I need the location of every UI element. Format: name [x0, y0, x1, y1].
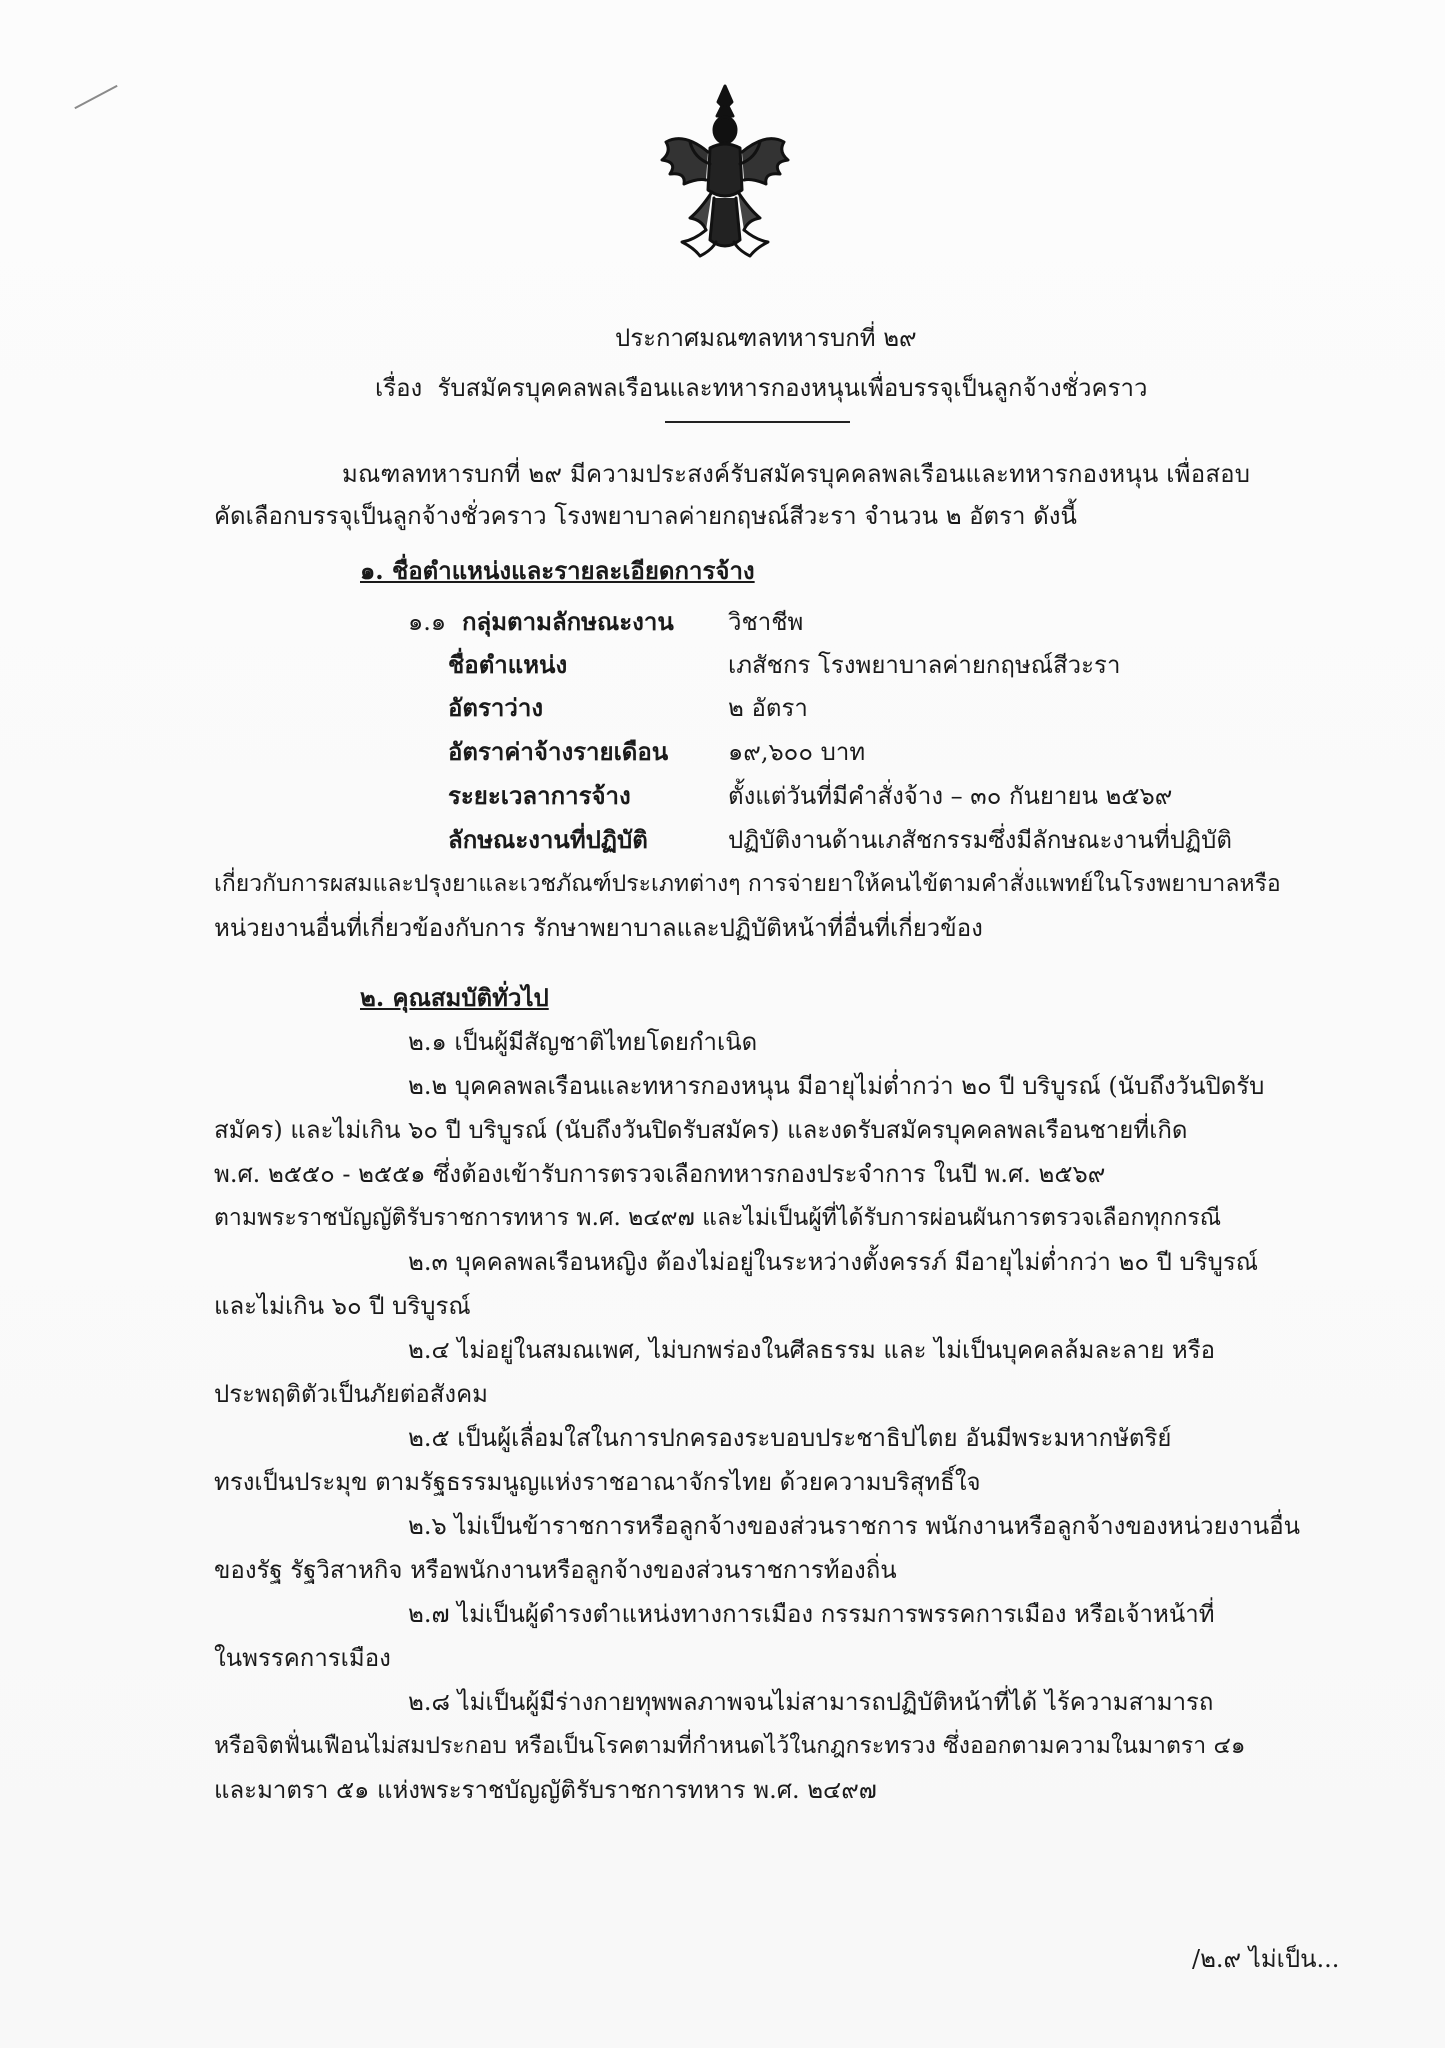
section-1-heading: ๑. ชื่อตำแหน่งและรายละเอียดการจ้าง [360, 556, 755, 585]
row-label-period: ระยะเวลาการจ้าง [448, 781, 631, 810]
section-1-1-number: ๑.๑ [408, 608, 447, 636]
section-2-heading: ๒. คุณสมบัติทั่วไป [360, 983, 549, 1012]
intro-line-2: คัดเลือกบรรจุเป็นลูกจ้างชั่วคราว โรงพยาบาลค่ายกฤษณ์สีวะรา จำนวน ๒ อัตรา ดังนี้ [214, 502, 1077, 530]
qual-line: ๒.๕ เป็นผู้เลื่อมใสในการปกครองระบอบประชาธิปไตย อันมีพระมหากษัตริย์ [408, 1424, 1172, 1452]
qual-line: สมัคร) และไม่เกิน ๖๐ ปี บริบูรณ์ (นับถึงวันปิดรับสมัคร) และงดรับสมัครบุคคลพลเรือนชายที่เกิด [214, 1116, 1188, 1144]
row-value-position: เภสัชกร โรงพยาบาลค่ายกฤษณ์สีวะรา [728, 651, 1121, 679]
qual-line: ตามพระราชบัญญัติรับราชการทหาร พ.ศ. ๒๔๙๗ และไม่เป็นผู้ที่ได้รับการผ่อนผันการตรวจเลือกทุกกรณี [214, 1205, 1222, 1231]
subject-text: รับสมัครบุคคลพลเรือนและทหารกองหนุนเพื่อบรรจุเป็นลูกจ้างชั่วคราว [437, 374, 1148, 402]
subject-line [375, 372, 1147, 404]
row-label-group: กลุ่มตามลักษณะงาน [462, 607, 674, 636]
qual-line: และไม่เกิน ๖๐ ปี บริบูรณ์ [214, 1292, 471, 1320]
qual-line: ของรัฐ รัฐวิสาหกิจ หรือพนักงานหรือลูกจ้างของส่วนราชการท้องถิ่น [214, 1556, 897, 1584]
announcement-title: ประกาศมณฑลทหารบกที่ ๒๙ [615, 324, 917, 352]
qual-line: ในพรรคการเมือง [214, 1644, 391, 1672]
duty-line-2: เกี่ยวกับการผสมและปรุงยาและเวชภัณฑ์ประเภทต่างๆ การจ่ายยาให้คนไข้ตามคำสั่งแพทย์ในโรงพยาบาลหรือ [214, 871, 1281, 897]
qual-line: ๒.๑ เป็นผู้มีสัญชาติไทยโดยกำเนิด [408, 1028, 758, 1056]
row-value-vacancy: ๒ อัตรา [728, 694, 808, 722]
qual-line: ๒.๖ ไม่เป็นข้าราชการหรือลูกจ้างของส่วนราชการ พนักงานหรือลูกจ้างของหน่วยงานอื่น [408, 1512, 1301, 1540]
row-label-position: ชื่อตำแหน่ง [448, 650, 568, 679]
qual-line: ๒.๔ ไม่อยู่ในสมณเพศ, ไม่บกพร่องในศีลธรรม และ ไม่เป็นบุคคลล้มละลาย หรือ [408, 1336, 1216, 1364]
qual-line: ๒.๗ ไม่เป็นผู้ดำรงตำแหน่งทางการเมือง กรรมการพรรคการเมือง หรือเจ้าหน้าที่ [408, 1600, 1215, 1628]
row-value-duty: ปฏิบัติงานด้านเภสัชกรรมซึ่งมีลักษณะงานที่ปฏิบัติ [728, 826, 1232, 854]
row-value-salary: ๑๙,๖๐๐ บาท [728, 738, 866, 766]
qual-line: และมาตรา ๕๑ แห่งพระราชบัญญัติรับราชการทหาร พ.ศ. ๒๔๙๗ [214, 1776, 877, 1804]
title-separator [665, 421, 850, 423]
row-value-period: ตั้งแต่วันที่มีคำสั่งจ้าง – ๓๐ กันยายน ๒๕๖๙ [728, 782, 1173, 810]
garuda-emblem [650, 80, 800, 265]
subject-label: เรื่อง [375, 374, 423, 402]
duty-line-3: หน่วยงานอื่นที่เกี่ยวข้องกับการ รักษาพยาบาลและปฏิบัติหน้าที่อื่นที่เกี่ยวข้อง [214, 914, 983, 942]
qual-line: พ.ศ. ๒๕๕๐ - ๒๕๕๑ ซึ่งต้องเข้ารับการตรวจเลือกทหารกองประจำการ ในปี พ.ศ. ๒๕๖๙ [214, 1160, 1106, 1188]
intro-line-1: มณฑลทหารบกที่ ๒๙ มีความประสงค์รับสมัครบุคคลพลเรือนและทหารกองหนุน เพื่อสอบ [342, 460, 1251, 488]
row-label-duty: ลักษณะงานที่ปฏิบัติ [448, 825, 648, 854]
qual-line: ประพฤติตัวเป็นภัยต่อสังคม [214, 1380, 488, 1408]
continuation-note: /๒.๙ ไม่เป็น... [1192, 1945, 1340, 1973]
qual-line: ๒.๓ บุคคลพลเรือนหญิง ต้องไม่อยู่ในระหว่างตั้งครรภ์ มีอายุไม่ต่ำกว่า ๒๐ ปี บริบูรณ์ [408, 1248, 1258, 1276]
row-label-salary: อัตราค่าจ้างรายเดือน [448, 737, 669, 766]
qual-line: ๒.๘ ไม่เป็นผู้มีร่างกายทุพพลภาพจนไม่สามารถปฏิบัติหน้าที่ได้ ไร้ความสามารถ [408, 1688, 1214, 1716]
row-label-vacancy: อัตราว่าง [448, 693, 544, 722]
pen-mark [74, 85, 117, 109]
qual-line: หรือจิตฟั่นเฟือนไม่สมประกอบ หรือเป็นโรคตามที่กำหนดไว้ในกฎกระทรวง ซึ่งออกตามความในมาตรา ๔๑ [214, 1733, 1246, 1759]
qual-line: ทรงเป็นประมุข ตามรัฐธรรมนูญแห่งราชอาณาจักรไทย ด้วยความบริสุทธิ์ใจ [214, 1468, 981, 1496]
qual-line: ๒.๒ บุคคลพลเรือนและทหารกองหนุน มีอายุไม่ต่ำกว่า ๒๐ ปี บริบูรณ์ (นับถึงวันปิดรับ [408, 1072, 1265, 1100]
row-value-group: วิชาชีพ [728, 608, 804, 636]
